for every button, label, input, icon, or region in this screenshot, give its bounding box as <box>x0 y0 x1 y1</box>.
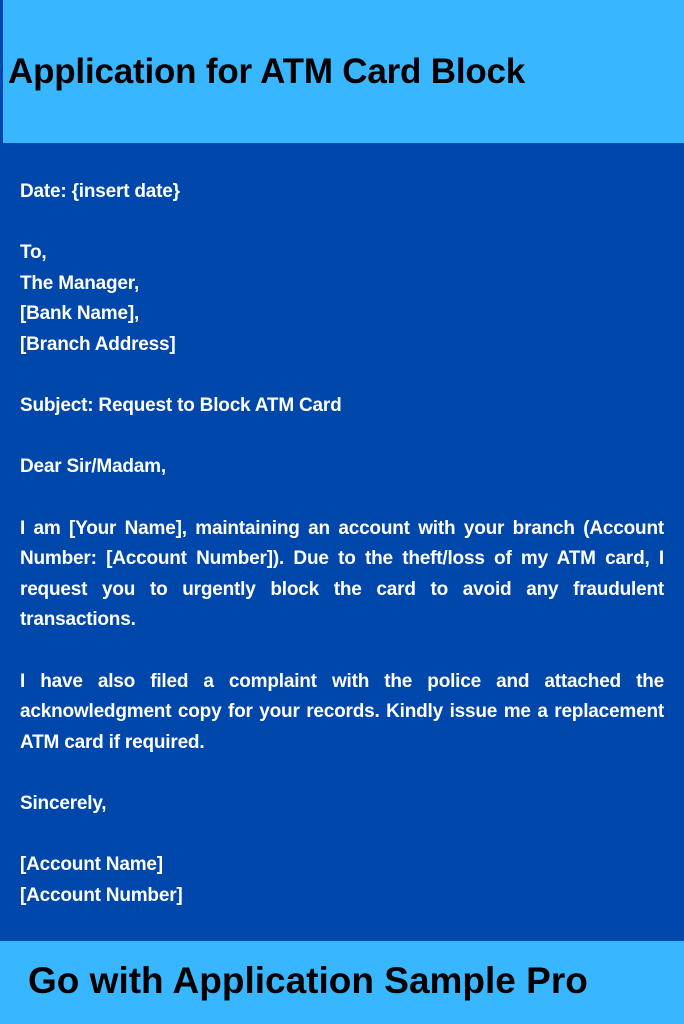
spacer <box>20 819 664 850</box>
footer-banner <box>0 941 684 1024</box>
spacer <box>20 758 664 789</box>
header-banner <box>0 0 684 143</box>
spacer <box>20 422 664 453</box>
spacer <box>20 361 664 392</box>
letter-branch-address: [Branch Address] <box>20 333 176 355</box>
letter-paragraph-1: I am [Your Name], maintaining an account with your branch (Account Number: [Account Number]). Due to the theft/loss of my ATM card, I request you to urgently block the card to avoid any fraudulent transactions. <box>20 517 664 631</box>
spacer <box>20 208 664 239</box>
spacer <box>20 636 664 667</box>
letter-to: To, <box>20 242 47 264</box>
letter-account-number: [Account Number] <box>20 884 183 906</box>
letter-bank-name: [Bank Name], <box>20 303 140 325</box>
letter-closing: Sincerely, <box>20 792 107 814</box>
page-title: Application for ATM Card Block <box>8 52 526 91</box>
letter-body <box>20 177 664 911</box>
letter-salutation: Dear Sir/Madam, <box>20 456 166 478</box>
spacer <box>20 483 664 514</box>
letter-paragraph-2: I have also filed a complaint with the police and attached the acknowledgment copy for your records. Kindly issue me a replacement ATM card if required. <box>20 670 664 753</box>
letter-subject: Subject: Request to Block ATM Card <box>20 395 342 417</box>
footer-tagline: Go with Application Sample Pro <box>28 960 588 1001</box>
letter-account-name: [Account Name] <box>20 854 163 876</box>
letter-recipient: The Manager, <box>20 272 140 294</box>
letter-date: Date: {insert date} <box>20 181 180 202</box>
